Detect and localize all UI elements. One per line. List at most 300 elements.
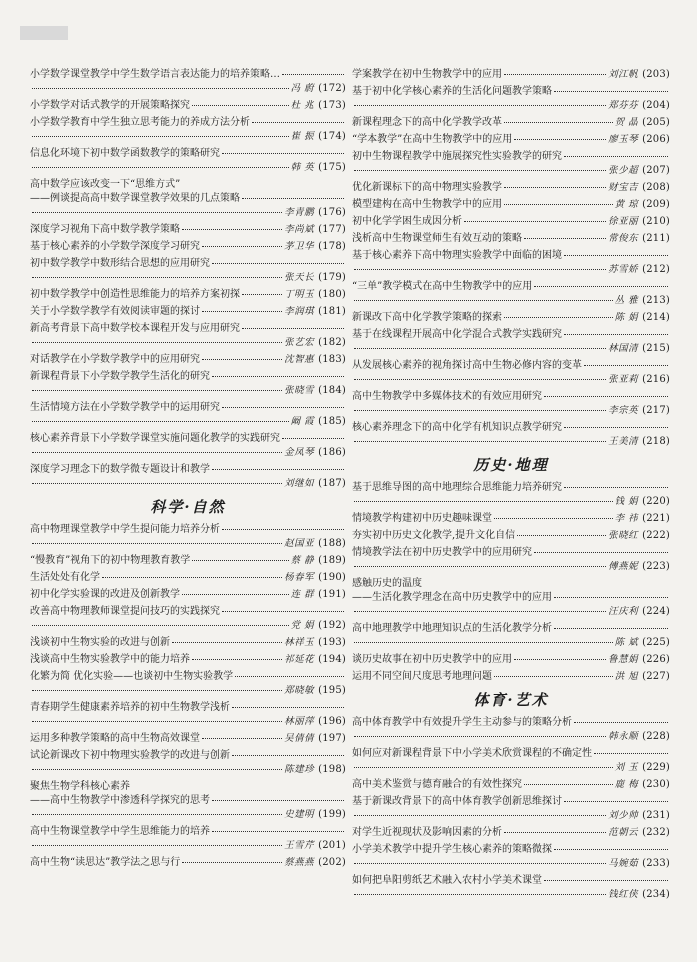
dot-leader [32, 389, 282, 391]
dot-leader [32, 420, 289, 422]
toc-entry[interactable] [30, 147, 346, 175]
dot-leader [242, 197, 344, 199]
dot-leader [242, 327, 344, 329]
toc-entry-page: (204) [642, 100, 670, 111]
dot-leader [354, 610, 606, 612]
toc-entry-page: (182) [318, 337, 346, 348]
toc-entry-title: 浅谈高中生物实验教学中的能力培养 [30, 654, 190, 665]
toc-entry[interactable] [30, 636, 346, 650]
toc-entry-page: (209) [642, 199, 670, 210]
toc-entry[interactable] [30, 588, 346, 602]
toc-entry-author: 党 娟 [290, 620, 315, 631]
toc-entry-author: 傅燕妮 [608, 561, 639, 572]
toc-entry[interactable] [30, 370, 346, 398]
dot-leader [32, 211, 282, 213]
dot-leader [354, 104, 606, 106]
toc-entry-author: 陈 斌 [614, 637, 639, 648]
dot-leader [235, 675, 344, 677]
dot-leader [494, 517, 613, 519]
toc-entry[interactable] [352, 280, 670, 308]
dot-leader [212, 468, 344, 470]
toc-entry-title: 浅析高中生物课堂师生有效互动的策略 [352, 233, 522, 244]
toc-entry-title: 信息化环境下初中数学函数教学的策略研究 [30, 148, 220, 159]
toc-entry-title: 核心素养理念下的高中化学有机知识点教学研究 [352, 422, 562, 433]
toc-entry[interactable] [30, 571, 346, 585]
dot-leader [494, 675, 613, 677]
toc-entry-page: (199) [318, 809, 346, 820]
toc-entry-title: “学本教学”在高中生物教学中的应用 [352, 134, 513, 145]
toc-entry-page: (174) [318, 131, 346, 142]
toc-entry-page: (190) [318, 572, 346, 583]
toc-entry[interactable] [352, 577, 670, 619]
dot-leader [544, 395, 668, 397]
toc-entry-author: 连 群 [290, 589, 315, 600]
toc-entry[interactable] [30, 99, 346, 113]
toc-entry-page: (234) [642, 889, 670, 900]
toc-entry-author: 韩永顺 [608, 731, 639, 742]
dot-leader [564, 333, 668, 335]
dot-leader [32, 624, 289, 626]
toc-entry-title: 化繁为简 优化实验——也谈初中生物实验教学 [30, 671, 234, 682]
dot-leader [554, 627, 668, 629]
toc-entry-page: (226) [642, 654, 670, 665]
toc-entry-author: 张艺宏 [284, 337, 315, 348]
dot-leader [232, 754, 344, 756]
toc-entry-page: (216) [642, 374, 670, 385]
dot-leader [212, 830, 344, 832]
toc-entry-page: (201) [318, 840, 346, 851]
dot-leader [354, 766, 613, 768]
toc-entry-title: 基于初中化学核心素养的生活化问题教学策略 [352, 86, 552, 97]
dot-leader [514, 658, 606, 660]
dot-leader [354, 347, 606, 349]
toc-entry-page: (177) [318, 224, 346, 235]
toc-entry-author: 史建明 [284, 809, 315, 820]
toc-entry-author: 张晓红 [608, 530, 639, 541]
dot-leader [517, 534, 606, 536]
toc-entry-author: 张少超 [608, 165, 639, 176]
toc-entry-title: 感触历史的温度 [352, 578, 422, 589]
toc-entry-title: 初中化学学困生成因分析 [352, 216, 462, 227]
toc-entry-title: 高中美术鉴赏与德育融合的有效性探究 [352, 779, 522, 790]
toc-entry[interactable] [352, 390, 670, 418]
toc-entry-title: 高中生物教学中多媒体技术的有效应用研究 [352, 391, 542, 402]
dot-leader [554, 596, 668, 598]
toc-entry-title: 运用不同空间尺度思考地理问题 [352, 671, 492, 682]
toc-entry[interactable] [30, 305, 346, 319]
toc-entry-title: 情境教学构建初中历史趣味课堂 [352, 513, 492, 524]
toc-entry-author: 刘江帆 [608, 69, 639, 80]
dot-leader [354, 814, 606, 816]
toc-entry[interactable] [30, 605, 346, 633]
toc-entry-author: 吴倩倩 [284, 733, 315, 744]
dot-leader [354, 409, 606, 411]
toc-entry-author: 汪庆利 [608, 606, 639, 617]
toc-entry-page: (183) [318, 354, 346, 365]
toc-entry-author: 李宗英 [608, 405, 639, 416]
toc-entry-author: 茅卫华 [284, 241, 315, 252]
toc-entry-title: 情境教学法在初中历史教学中的应用研究 [352, 547, 532, 558]
toc-entry-title: 深度学习理念下的数学微专题设计和教学 [30, 464, 210, 475]
toc-entry-title: 新课程理念下的高中化学教学改革 [352, 117, 502, 128]
toc-entry-author: 王美清 [608, 436, 639, 447]
toc-entry-title: 高中数学应该改变一下“思维方式” [30, 179, 181, 190]
toc-entry-page: (194) [318, 654, 346, 665]
dot-leader [504, 203, 613, 205]
toc-entry-title: 改善高中物理教师课堂提问技巧的实践探究 [30, 606, 220, 617]
toc-entry-author: 陈 娟 [614, 312, 639, 323]
toc-entry-page: (180) [318, 289, 346, 300]
toc-entry[interactable] [352, 653, 670, 667]
toc-entry-page: (227) [642, 671, 670, 682]
toc-entry-title: 基于思维导图的高中地理综合思维能力培养研究 [352, 482, 562, 493]
toc-entry[interactable] [352, 311, 670, 325]
toc-entry-author: 杨春军 [284, 572, 315, 583]
dot-leader [192, 658, 282, 660]
dot-leader [32, 341, 282, 343]
toc-entry-title: 新课改下高中化学教学策略的探索 [352, 312, 502, 323]
dot-leader [32, 720, 282, 722]
toc-entry[interactable] [352, 249, 670, 277]
toc-entry-page: (225) [642, 637, 670, 648]
toc-entry-page: (224) [642, 606, 670, 617]
toc-entry[interactable] [352, 181, 670, 195]
toc-entry[interactable] [352, 232, 670, 246]
section-heading: 历史·地理 [473, 456, 549, 474]
dot-leader [32, 844, 282, 846]
toc-entry-author: 郑晓敏 [284, 685, 315, 696]
toc-entry-author: 洪 旭 [614, 671, 639, 682]
toc-entry-author: 丛 雅 [614, 295, 639, 306]
toc-entry-author: 蔡 静 [290, 555, 315, 566]
dot-leader [202, 310, 282, 312]
toc-entry[interactable] [352, 670, 670, 684]
dot-leader [354, 268, 606, 270]
toc-entry-page: (205) [642, 117, 670, 128]
toc-entry-author: 沈智惠 [284, 354, 315, 365]
dot-leader [32, 689, 282, 691]
dot-leader [222, 528, 344, 530]
toc-entry-title: “三单”教学模式在高中生物教学中的应用 [352, 281, 533, 292]
toc-entry[interactable] [352, 747, 670, 775]
toc-entry-title: 夯实初中历史文化教学,提升文化自信 [352, 530, 516, 541]
toc-entry-title: 基于在线课程开展高中化学混合式教学实践研究 [352, 329, 562, 340]
toc-entry-title: 试论新课改下初中物理实验教学的改进与创新 [30, 750, 230, 761]
toc-entry-author: 丁明玉 [284, 289, 315, 300]
toc-entry-title: ——高中生物教学中渗透科学探究的思考 [30, 795, 210, 806]
toc-entry-page: (208) [642, 182, 670, 193]
toc-column-left [30, 68, 346, 873]
dot-leader [354, 862, 606, 864]
toc-entry[interactable] [352, 481, 670, 509]
section-heading: 科学·自然 [150, 498, 226, 516]
toc-entry[interactable] [352, 778, 670, 792]
dot-leader [222, 152, 344, 154]
dot-leader [584, 364, 668, 366]
toc-entry-author: 杜 兆 [290, 100, 315, 111]
toc-entry[interactable] [30, 116, 346, 144]
toc-entry[interactable] [352, 215, 670, 229]
dot-leader [564, 486, 668, 488]
toc-entry-author: 林丽萍 [284, 716, 315, 727]
dot-leader [282, 73, 344, 75]
dot-leader [242, 293, 282, 295]
dot-leader [32, 135, 289, 137]
dot-leader [554, 90, 668, 92]
toc-entry-page: (192) [318, 620, 346, 631]
toc-entry[interactable] [352, 421, 670, 449]
dot-leader [212, 799, 344, 801]
toc-entry-title: 生活处处有化学 [30, 572, 100, 583]
toc-entry-page: (198) [318, 764, 346, 775]
dot-leader [182, 593, 289, 595]
toc-entry[interactable] [30, 523, 346, 551]
toc-entry-author: 崔 振 [290, 131, 315, 142]
toc-entry-page: (178) [318, 241, 346, 252]
toc-entry[interactable] [30, 856, 346, 870]
toc-entry[interactable] [352, 826, 670, 840]
header-tab [20, 26, 68, 40]
dot-leader [354, 500, 613, 502]
toc-entry[interactable] [352, 795, 670, 823]
toc-entry[interactable] [30, 732, 346, 746]
dot-leader [32, 482, 282, 484]
dot-leader [32, 542, 282, 544]
toc-entry-title: 高中体育教学中有效提升学生主动参与的策略分析 [352, 717, 572, 728]
toc-entry[interactable] [352, 133, 670, 147]
toc-entry-author: 金凤琴 [284, 447, 315, 458]
toc-entry-author: 阚 霞 [290, 416, 315, 427]
toc-entry-title: 新高考背景下高中数学校本课程开发与应用研究 [30, 323, 240, 334]
toc-entry-title: 小学数学课堂教学中学生数学语言表达能力的培养策略… [30, 69, 280, 80]
toc-entry-page: (193) [318, 637, 346, 648]
dot-leader [32, 451, 282, 453]
toc-entry-page: (231) [642, 810, 670, 821]
toc-entry[interactable] [352, 150, 670, 178]
toc-entry-author: 鹿 梅 [614, 779, 639, 790]
dot-leader [222, 610, 344, 612]
toc-entry-title: 高中物理课堂教学中学生提问能力培养分析 [30, 524, 220, 535]
toc-entry-author: 李润琪 [284, 306, 315, 317]
dot-leader [222, 406, 344, 408]
dot-leader [182, 228, 282, 230]
toc-entry[interactable] [352, 512, 670, 526]
toc-entry-title: 关于小学数学教学有效阅读审题的探讨 [30, 306, 200, 317]
toc-entry-author: 刘少帅 [608, 810, 639, 821]
toc-entry-page: (223) [642, 561, 670, 572]
toc-entry-author: 张晓雪 [284, 385, 315, 396]
dot-leader [182, 861, 282, 863]
dot-leader [192, 559, 288, 561]
toc-entry-author: 鲁慧娟 [608, 654, 639, 665]
toc-entry[interactable] [352, 529, 670, 543]
toc-entry[interactable] [30, 780, 346, 822]
toc-entry-author: 马婉茹 [608, 858, 639, 869]
dot-leader [464, 220, 606, 222]
toc-entry-page: (188) [318, 538, 346, 549]
toc-entry-title: 谈历史故事在初中历史教学中的应用 [352, 654, 512, 665]
toc-entry-author: 张亚莉 [608, 374, 639, 385]
toc-entry[interactable] [30, 554, 346, 568]
toc-column-right [352, 68, 670, 905]
toc-entry[interactable] [30, 653, 346, 667]
toc-entry-title: 高中生物“读思达”教学法之思与行 [30, 857, 181, 868]
dot-leader [514, 138, 606, 140]
toc-entry-author: 钱 娟 [614, 496, 639, 507]
dot-leader [504, 316, 613, 318]
toc-entry-page: (214) [642, 312, 670, 323]
dot-leader [564, 254, 668, 256]
toc-entry-title: 基于新课改背景下的高中体育教学创新思维探讨 [352, 796, 562, 807]
toc-entry[interactable] [352, 622, 670, 650]
dot-leader [504, 186, 606, 188]
toc-entry-title: “慢教育”视角下的初中物理教育教学 [30, 555, 191, 566]
toc-entry-title: 初中化学实验课的改进及创新教学 [30, 589, 180, 600]
dot-leader [354, 169, 606, 171]
toc-entry[interactable] [30, 288, 346, 302]
toc-entry-author: 祁延花 [284, 654, 315, 665]
toc-entry-title: 模型建构在高中生物教学中的应用 [352, 199, 502, 210]
dot-leader [202, 245, 282, 247]
toc-entry-page: (218) [642, 436, 670, 447]
toc-entry[interactable] [30, 353, 346, 367]
dot-leader [354, 641, 613, 643]
toc-entry[interactable] [30, 257, 346, 285]
dot-leader [32, 276, 282, 278]
dot-leader [534, 551, 668, 553]
dot-leader [504, 73, 606, 75]
dot-leader [534, 285, 668, 287]
toc-entry-page: (222) [642, 530, 670, 541]
toc-entry-author: 刘继如 [284, 478, 315, 489]
toc-entry[interactable] [30, 223, 346, 237]
toc-entry[interactable] [30, 401, 346, 429]
toc-entry-page: (210) [642, 216, 670, 227]
toc-entry-page: (175) [318, 162, 346, 173]
toc-entry-title: 深度学习视角下高中数学教学策略 [30, 224, 180, 235]
toc-entry[interactable] [352, 546, 670, 574]
toc-entry-title: 新课程背景下小学数学教学生活化的研究 [30, 371, 210, 382]
toc-entry[interactable] [30, 240, 346, 254]
dot-leader [172, 641, 282, 643]
dot-leader [524, 237, 606, 239]
toc-entry-title: ——例谈提高高中数学课堂教学效果的几点策略 [30, 193, 240, 204]
toc-entry-title: 生活情境方法在小学数学教学中的运用研究 [30, 402, 220, 413]
toc-entry[interactable] [30, 68, 346, 96]
toc-entry-author: 常俊东 [608, 233, 639, 244]
toc-entry-title: 学案教学在初中生物教学中的应用 [352, 69, 502, 80]
toc-entry-title: 小学数学教育中学生独立思考能力的养成方法分析 [30, 117, 250, 128]
toc-entry[interactable] [352, 85, 670, 113]
dot-leader [202, 737, 282, 739]
toc-entry[interactable] [352, 328, 670, 356]
toc-entry-author: 张天长 [284, 272, 315, 283]
toc-entry-title: 高中生物课堂教学中学生思维能力的培养 [30, 826, 210, 837]
toc-entry[interactable] [30, 749, 346, 777]
dot-leader [554, 848, 668, 850]
dot-leader [354, 893, 606, 895]
toc-entry-title: 浅谈初中生物实验的改进与创新 [30, 637, 170, 648]
dot-leader [354, 735, 606, 737]
toc-entry-title: 优化新课标下的高中物理实验教学 [352, 182, 502, 193]
dot-leader [544, 879, 668, 881]
toc-entry-page: (229) [642, 762, 670, 773]
dot-leader [564, 800, 668, 802]
toc-entry[interactable] [30, 701, 346, 729]
dot-leader [192, 104, 289, 106]
toc-entry-page: (179) [318, 272, 346, 283]
dot-leader [354, 378, 606, 380]
toc-entry-page: (181) [318, 306, 346, 317]
toc-entry-author: 贺 晶 [614, 117, 639, 128]
toc-entry[interactable] [352, 359, 670, 387]
toc-entry[interactable] [30, 322, 346, 350]
toc-entry-page: (187) [318, 478, 346, 489]
toc-entry[interactable] [30, 178, 346, 220]
toc-entry[interactable] [352, 198, 670, 212]
toc-entry-author: 韩 英 [290, 162, 315, 173]
toc-entry[interactable] [30, 463, 346, 491]
toc-entry-page: (189) [318, 555, 346, 566]
toc-entry[interactable] [352, 716, 670, 744]
toc-entry-page: (228) [642, 731, 670, 742]
toc-entry-author: 黄 琼 [614, 199, 639, 210]
toc-entry-page: (186) [318, 447, 346, 458]
toc-entry-author: 徐亚丽 [608, 216, 639, 227]
toc-entry-page: (211) [642, 233, 670, 244]
toc-entry-title: 基于核心素养的小学数学深度学习研究 [30, 241, 200, 252]
toc-entry[interactable] [352, 116, 670, 130]
dot-leader [524, 783, 613, 785]
toc-entry[interactable] [30, 670, 346, 698]
dot-leader [32, 813, 282, 815]
dot-leader [282, 437, 344, 439]
toc-entry-author: 苏雪娇 [608, 264, 639, 275]
toc-entry-title: 运用多种教学策略的高中生物高效课堂 [30, 733, 200, 744]
toc-entry-title: 如何应对新课程背景下中小学美术欣赏课程的不确定性 [352, 748, 592, 759]
toc-entry[interactable] [352, 843, 670, 871]
toc-entry-page: (221) [642, 513, 670, 524]
dot-leader [232, 706, 344, 708]
toc-entry[interactable] [30, 432, 346, 460]
toc-entry-author: 王雪芹 [284, 840, 315, 851]
dot-leader [212, 375, 344, 377]
dot-leader [354, 299, 613, 301]
toc-entry-page: (213) [642, 295, 670, 306]
toc-entry-author: 李尚斌 [284, 224, 315, 235]
toc-entry-author: 林国清 [608, 343, 639, 354]
section-heading: 体育·艺术 [473, 691, 549, 709]
toc-entry[interactable] [352, 874, 670, 902]
toc-entry-page: (233) [642, 858, 670, 869]
toc-entry-page: (173) [318, 100, 346, 111]
toc-entry-page: (207) [642, 165, 670, 176]
toc-entry-title: 对话教学在小学数学教学中的应用研究 [30, 354, 200, 365]
toc-entry-author: 范朝云 [608, 827, 639, 838]
toc-entry[interactable] [352, 68, 670, 82]
toc-entry-page: (212) [642, 264, 670, 275]
dot-leader [202, 358, 282, 360]
toc-entry-author: 钱红侠 [608, 889, 639, 900]
toc-entry-page: (202) [318, 857, 346, 868]
toc-entry[interactable] [30, 825, 346, 853]
toc-entry-title: 小学美术教学中提升学生核心素养的策略微探 [352, 844, 552, 855]
dot-leader [102, 576, 282, 578]
toc-entry-page: (206) [642, 134, 670, 145]
toc-entry-author: 李青鹏 [284, 207, 315, 218]
toc-entry-author: 刘 玉 [614, 762, 639, 773]
dot-leader [252, 121, 344, 123]
